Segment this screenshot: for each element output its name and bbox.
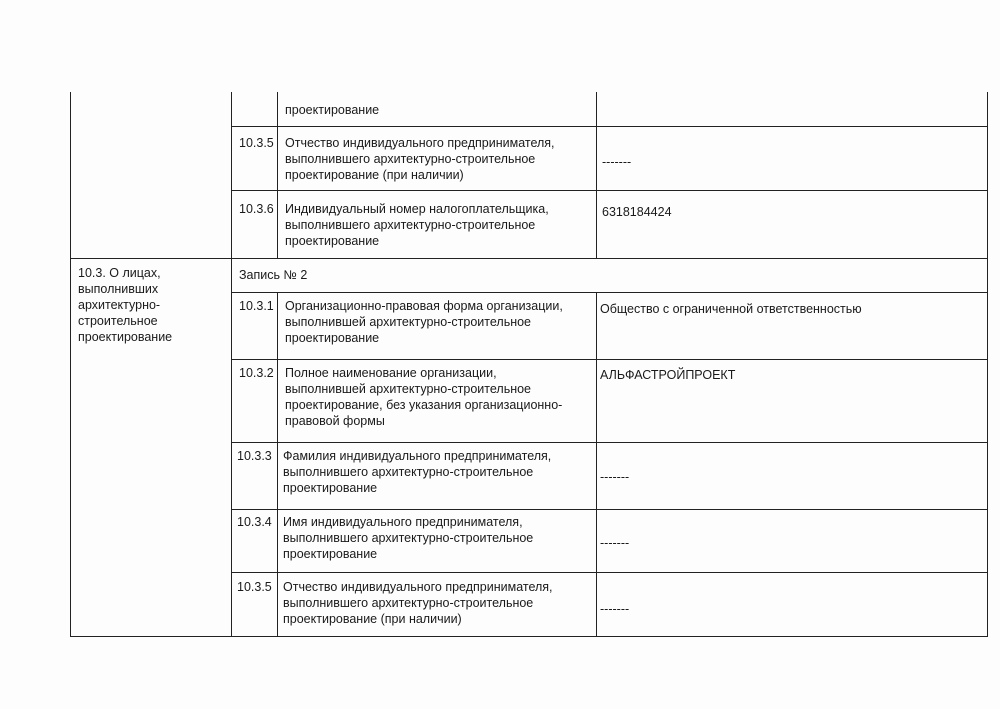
item-number: 10.3.5 <box>239 136 274 150</box>
row-separator <box>231 442 988 443</box>
record-header-separator <box>231 292 988 293</box>
table-border-bottom <box>70 636 988 637</box>
field-label-line: выполнившего архитектурно-строительное <box>283 596 534 610</box>
section-label-line: архитектурно- <box>78 298 161 312</box>
field-label-line: проектирование (при наличии) <box>285 168 464 182</box>
field-value: АЛЬФАСТРОЙПРОЕКТ <box>600 368 736 382</box>
column-separator-number-top <box>277 92 278 258</box>
field-label-line: Организационно-правовая форма организации, <box>285 299 563 313</box>
field-value: ------- <box>600 470 630 484</box>
row-separator <box>231 509 988 510</box>
field-label-line: выполнившего архитектурно-строительное <box>285 218 536 232</box>
section-label-line: строительное <box>78 314 158 328</box>
section-label-line: выполнивших <box>78 282 159 296</box>
record-header: Запись № 2 <box>239 268 308 282</box>
field-label-line: выполнившей архитектурно-строительное <box>285 382 532 396</box>
field-label-line: выполнившей архитектурно-строительное <box>285 315 532 329</box>
item-number: 10.3.3 <box>237 449 272 463</box>
field-label-line: Отчество индивидуального предпринимателя, <box>285 136 555 150</box>
row-separator <box>231 126 988 127</box>
row-separator <box>231 190 988 191</box>
field-label-line: проектирование, без указания организационно- <box>285 398 563 412</box>
table-border-right <box>987 92 988 636</box>
column-separator-value-bottom <box>596 292 597 636</box>
section-label-line: 10.3. О лицах, <box>78 266 161 280</box>
field-label-line: проектирование <box>285 234 380 248</box>
field-label-line: проектирование <box>285 331 380 345</box>
field-value: ------- <box>600 536 630 550</box>
field-label-line: Индивидуальный номер налогоплательщика, <box>285 202 549 216</box>
column-separator-number-bottom <box>277 292 278 636</box>
table-border-left <box>70 92 71 636</box>
field-label-line: проектирование <box>283 481 378 495</box>
section-label-line: проектирование <box>78 330 173 344</box>
field-label-line: проектирование (при наличии) <box>283 612 462 626</box>
section-divider <box>70 258 988 259</box>
item-number: 10.3.5 <box>237 580 272 594</box>
field-label-line: Имя индивидуального предпринимателя, <box>283 515 523 529</box>
field-value: ------- <box>600 602 630 616</box>
column-separator-value-top <box>596 92 597 258</box>
row-separator <box>231 359 988 360</box>
field-label-line: выполнившего архитектурно-строительное <box>283 465 534 479</box>
field-label-line: выполнившего архитектурно-строительное <box>285 152 536 166</box>
item-number: 10.3.4 <box>237 515 272 529</box>
field-label-line: Отчество индивидуального предпринимателя, <box>283 580 553 594</box>
field-label-line: проектирование <box>283 547 378 561</box>
field-label-line: Полное наименование организации, <box>285 366 497 380</box>
field-label-line: выполнившего архитектурно-строительное <box>283 531 534 545</box>
field-value: 6318184424 <box>602 205 672 219</box>
field-label: проектирование <box>285 103 380 117</box>
field-value: ------- <box>602 155 632 169</box>
row-separator <box>231 572 988 573</box>
field-value: Общество с ограниченной ответственностью <box>600 302 862 316</box>
field-label-line: правовой формы <box>285 414 385 428</box>
item-number: 10.3.1 <box>239 299 274 313</box>
item-number: 10.3.2 <box>239 366 274 380</box>
field-label-line: Фамилия индивидуального предпринимателя, <box>283 449 552 463</box>
item-number: 10.3.6 <box>239 202 274 216</box>
column-separator-label <box>231 92 232 636</box>
